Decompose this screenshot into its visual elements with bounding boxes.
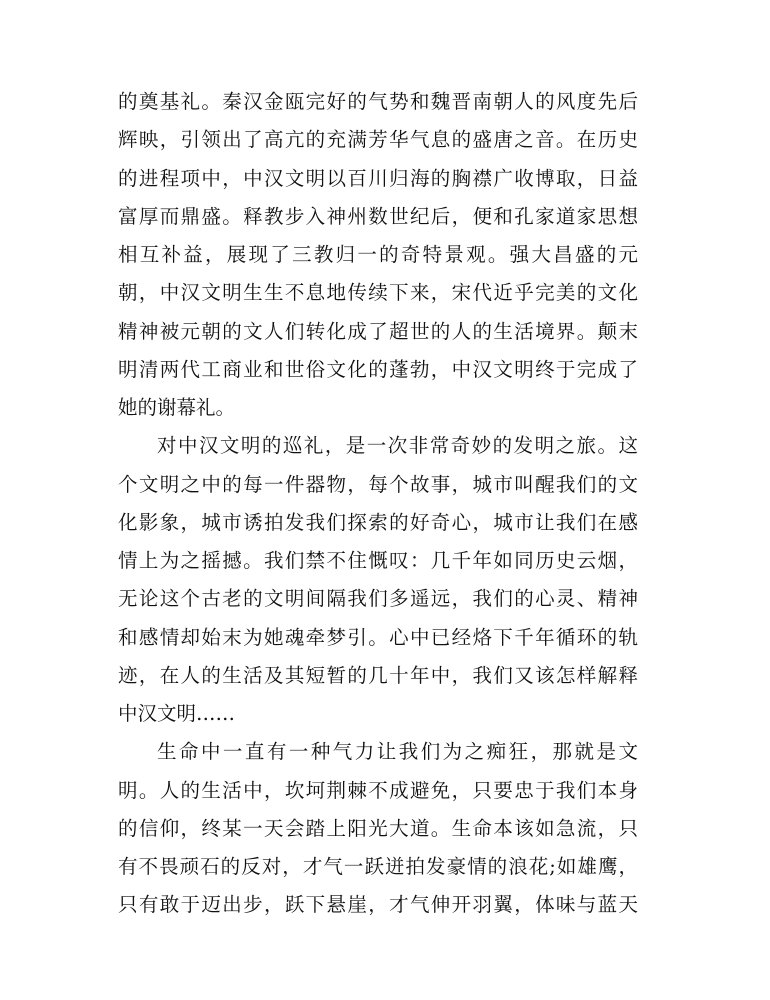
text-line: 只有敢于迈出步，跃下悬崖，才气伸开羽翼，体味与蓝天 [118,893,638,917]
text-line: 她的谢幕礼。 [118,396,236,419]
text-line: 的进程项中，中汉文明以百川归海的胸襟广收博取，日益 [118,166,638,190]
text-line: 个文明之中的每一件器物，每个故事，城市叫醒我们的文 [118,472,638,496]
text-line: 明清两代工商业和世俗文化的蓬勃，中汉文明终于完成了 [118,357,638,381]
text-line: 有不畏顽石的反对，才气一跃迸拍发豪情的浪花;如雄鹰， [118,855,638,878]
text-line: 中汉文明…… [118,702,236,725]
text-line: 富厚而鼎盛。释教步入神州数世纪后，便和孔家道家思想 [118,204,638,228]
text-line: 相互补益，展现了三教归一的奇特景观。强大昌盛的元 [118,243,638,266]
body-text [118,83,638,925]
text-line: 明。人的生活中，坎坷荆棘不成避免，只要忠于我们本身 [118,778,638,802]
text-line: 无论这个古老的文明间隔我们多遥远，我们的心灵、精神 [118,587,638,611]
text-line: 的信仰，终某一天会踏上阳光大道。生命本该如急流，只 [118,816,638,840]
text-line: 辉映，引领出了高亢的充满芳华气息的盛唐之音。在历史 [118,128,638,152]
text-line: 精神被元朝的文人们转化成了超世的人的生活境界。颠末 [118,319,638,343]
text-line: 化影象，城市诱拍发我们探索的好奇心，城市让我们在感 [118,510,638,534]
text-line: 情上为之摇撼。我们禁不住慨叹：几千年如同历史云烟， [118,549,638,572]
text-line: 的奠基礼。秦汉金瓯完好的气势和魏晋南朝人的风度先后 [118,90,638,113]
text-line: 生命中一直有一种气力让我们为之痴狂，那就是文 [157,740,638,764]
text-line: 朝，中汉文明生生不息地传续下来，宋代近乎完美的文化 [118,281,638,305]
text-line: 和感情却始末为她魂牵梦引。心中已经烙下千年循环的轨 [118,625,638,649]
text-line: 迹，在人的生活及其短暂的几十年中，我们又该怎样解释 [118,663,638,687]
text-line: 对中汉文明的巡礼，是一次非常奇妙的发明之旅。这 [157,434,638,458]
